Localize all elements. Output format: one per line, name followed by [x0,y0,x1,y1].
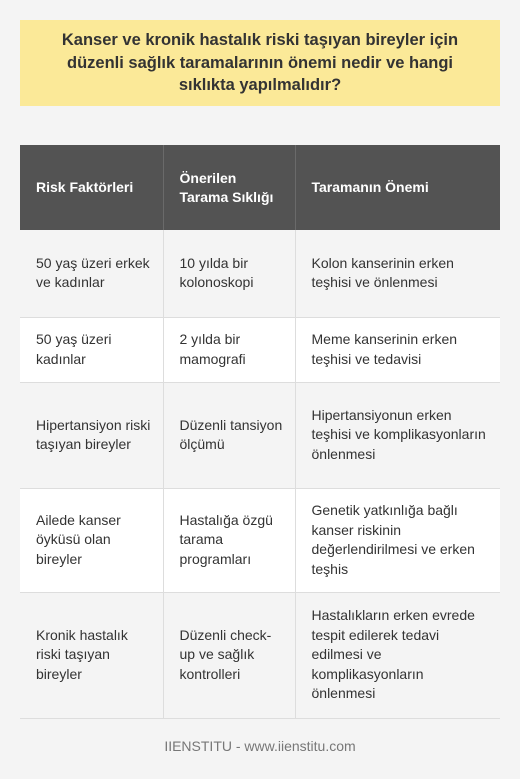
cell-risk-factor: 50 yaş üzeri erkek ve kadınlar [20,230,163,317]
cell-importance: Kolon kanserinin erken teşhisi ve önlenmesi [295,230,500,317]
cell-frequency: Düzenli tansiyon ölçümü [163,382,295,488]
header-screening-frequency: Önerilen Tarama Sıklığı [163,145,295,230]
screening-table [20,145,500,719]
cell-importance: Genetik yatkınlığa bağlı kanser riskinin değerlendirilmesi ve erken teşhis [295,488,500,592]
cell-risk-factor: 50 yaş üzeri kadınlar [20,317,163,382]
table-row [20,382,500,488]
header-screening-importance: Taramanın Önemi [295,145,500,230]
table-row [20,230,500,317]
page-title: Kanser ve kronik hastalık riski taşıyan bireyler için düzenli sağlık taramalarının önemi nedir ve hangi sıklıkta yapılmalıdır? [20,20,500,106]
cell-frequency: 10 yılda bir kolonoskopi [163,230,295,317]
cell-risk-factor: Kronik hastalık riski taşıyan bireyler [20,592,163,718]
cell-frequency: Düzenli check-up ve sağlık kontrolleri [163,592,295,718]
footer-credit: IIENSTITU - www.iienstitu.com [164,738,356,754]
table-row [20,592,500,718]
cell-importance: Hipertansiyonun erken teşhisi ve komplikasyonların önlenmesi [295,382,500,488]
cell-frequency: Hastalığa özgü tarama programları [163,488,295,592]
cell-importance: Meme kanserinin erken teşhisi ve tedavisi [295,317,500,382]
cell-risk-factor: Ailede kanser öyküsü olan bireyler [20,488,163,592]
table-header-row [20,145,500,230]
table-row [20,317,500,382]
table-row [20,488,500,592]
cell-importance: Hastalıkların erken evrede tespit edilerek tedavi edilmesi ve komplikasyonların önlenmesi [295,592,500,718]
cell-frequency: 2 yılda bir mamografi [163,317,295,382]
cell-risk-factor: Hipertansiyon riski taşıyan bireyler [20,382,163,488]
header-risk-factors: Risk Faktörleri [20,145,163,230]
